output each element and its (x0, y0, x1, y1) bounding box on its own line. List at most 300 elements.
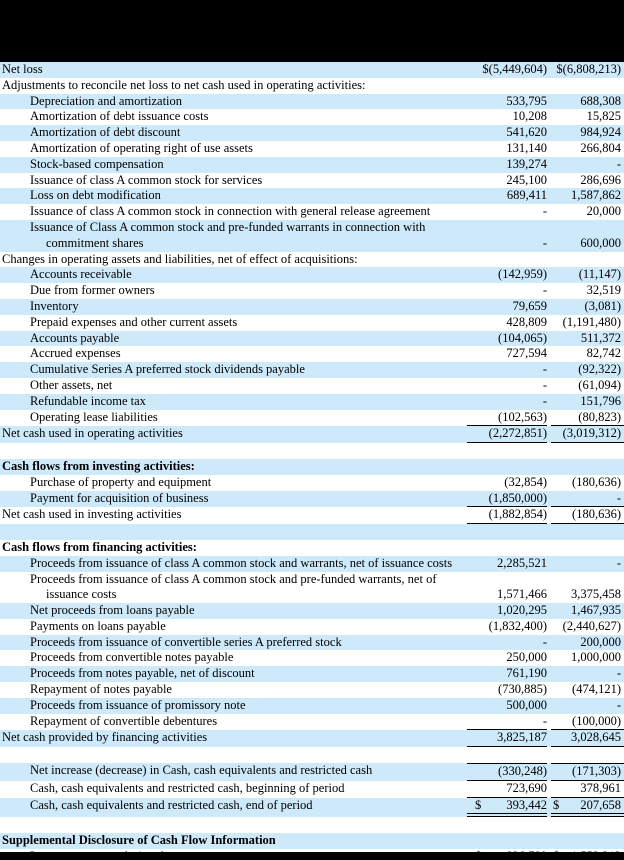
amount-value: 1,000,000 (571, 650, 621, 665)
amount-value: 32,519 (586, 283, 621, 298)
amount-col2 (551, 426, 624, 443)
amount-col1 (467, 109, 547, 125)
amount-value: - (616, 490, 621, 505)
table-row (0, 507, 624, 524)
amount-col1 (467, 443, 547, 459)
row-label (0, 714, 467, 731)
amount-col2 (551, 747, 624, 763)
amount-col1 (467, 78, 547, 94)
amount-col1 (467, 747, 547, 763)
amount-value: (102,563) (498, 409, 547, 424)
amount-col2-cell (551, 157, 624, 173)
amount-col1-cell (467, 362, 547, 378)
amount-value: (1,191,480) (562, 314, 621, 329)
row-label (0, 524, 467, 540)
amount-col1 (467, 362, 547, 378)
amount-col2-cell (551, 650, 624, 666)
row-label-line1: Net increase (decrease) in Cash, cash equivalents and restricted cash (30, 763, 373, 778)
amount-value: (3,019,312) (562, 426, 621, 441)
row-label-line1: Cash flows from financing activities: (2, 539, 197, 554)
amount-col1-cell (467, 635, 547, 651)
amount-col1-cell (467, 125, 547, 141)
amount-col2-cell (551, 603, 624, 619)
amount-col2 (551, 78, 624, 94)
amount-col1-cell (467, 603, 547, 619)
amount-col1 (467, 540, 547, 556)
spacer-row (0, 524, 624, 540)
row-label (0, 572, 467, 604)
amount-col1 (467, 125, 547, 141)
amount-col2 (551, 109, 624, 125)
amount-col1-cell (467, 331, 547, 347)
amount-value: 500,000 (506, 697, 547, 712)
amount-value: 428,809 (506, 314, 547, 329)
amount-value: $(6,808,213) (556, 62, 621, 76)
table-row (0, 394, 624, 410)
amount-col2-cell (551, 714, 624, 730)
amount-col2-cell (551, 619, 624, 635)
amount-col1 (467, 833, 547, 849)
amount-col2-cell (551, 764, 624, 780)
amount-value: - (616, 156, 621, 171)
amount-col2 (551, 475, 624, 491)
amount-value: 250,000 (506, 650, 547, 665)
amount-col1-cell (467, 410, 547, 426)
row-label (0, 459, 467, 475)
amount-col1 (467, 666, 547, 682)
amount-col2 (551, 763, 624, 781)
amount-value: 207,658 (580, 797, 621, 812)
amount-value: (180,636) (572, 507, 621, 522)
amount-col2 (551, 331, 624, 347)
amount-value: 1,571,466 (497, 587, 547, 602)
amount-col2-cell (551, 475, 624, 491)
amount-col2-cell (551, 362, 624, 378)
table-row (0, 619, 624, 635)
amount-col1-cell (467, 507, 547, 523)
row-label-line1: Repayment of notes payable (30, 682, 172, 697)
amount-col1 (467, 572, 547, 604)
amount-col2 (551, 346, 624, 362)
row-label-line1: Accounts receivable (30, 267, 132, 282)
table-row (0, 556, 624, 572)
amount-col1 (467, 650, 547, 666)
amount-col2-cell (551, 698, 624, 714)
amount-value: 761,190 (506, 666, 547, 681)
row-label-line1: Inventory (30, 298, 79, 313)
amount-col2-cell (551, 188, 624, 204)
row-label (0, 475, 467, 491)
amount-col1-cell (467, 764, 547, 780)
amount-col1-cell (467, 698, 547, 714)
amount-value: 10,208 (512, 109, 547, 124)
amount-value: (730,885) (498, 682, 547, 697)
table-row (0, 714, 624, 731)
row-label (0, 299, 467, 315)
row-label (0, 763, 467, 781)
table-row (0, 78, 624, 94)
table-row (0, 362, 624, 378)
amount-value: 600,000 (580, 235, 621, 250)
amount-col2 (551, 781, 624, 798)
dollar-sign: $ (475, 797, 482, 812)
row-label (0, 204, 467, 220)
amount-col2 (551, 141, 624, 157)
amount-col2-cell (551, 426, 624, 442)
amount-col1-cell (467, 283, 547, 299)
row-label-line1: Purchase of property and equipment (30, 474, 212, 489)
amount-col2-cell (551, 730, 624, 746)
amount-value: (92,322) (578, 362, 621, 377)
row-label (0, 157, 467, 173)
amount-col2 (551, 299, 624, 315)
amount-col2 (551, 603, 624, 619)
amount-value: - (542, 377, 547, 392)
amount-col1-cell (467, 426, 547, 442)
amount-col1-cell (467, 666, 547, 682)
amount-value: 286,696 (580, 172, 621, 187)
row-label (0, 507, 467, 524)
amount-col2 (551, 459, 624, 475)
table-row (0, 666, 624, 682)
amount-col2-cell (551, 682, 624, 698)
row-label-line1: Proceeds from issuance of promissory note (30, 697, 246, 712)
amount-col2 (551, 443, 624, 459)
row-label (0, 619, 467, 635)
table-row (0, 346, 624, 362)
row-label (0, 556, 467, 572)
amount-value: (330,248) (498, 764, 547, 779)
amount-value: - (542, 634, 547, 649)
amount-value: 378,961 (580, 780, 621, 795)
amount-col1 (467, 267, 547, 283)
amount-col1 (467, 141, 547, 157)
table-row (0, 299, 624, 315)
amount-col1-cell (467, 378, 547, 394)
row-label (0, 220, 467, 252)
row-label-line1: Amortization of debt discount (30, 125, 181, 140)
table-row (0, 730, 624, 747)
amount-col2-cell (551, 378, 624, 394)
row-label (0, 62, 467, 78)
amount-value: 3,375,458 (571, 587, 621, 602)
amount-col2 (551, 362, 624, 378)
amount-col2 (551, 220, 624, 252)
bottom-black-bar (0, 852, 624, 860)
table-row (0, 62, 624, 78)
amount-value: 200,000 (580, 634, 621, 649)
amount-value: (100,000) (572, 713, 621, 728)
amount-value: 15,825 (586, 109, 621, 124)
amount-col2 (551, 572, 624, 604)
amount-col2 (551, 540, 624, 556)
table-row (0, 331, 624, 347)
amount-value: (104,065) (498, 330, 547, 345)
amount-col2-cell (551, 781, 624, 797)
row-label-line1: Refundable income tax (30, 393, 146, 408)
amount-value: (1,882,854) (488, 507, 547, 522)
amount-value: 266,804 (580, 140, 621, 155)
amount-col2-cell (551, 394, 624, 410)
row-label (0, 283, 467, 299)
amount-col2 (551, 378, 624, 394)
amount-value: 2,285,521 (497, 555, 547, 570)
amount-col2 (551, 283, 624, 299)
amount-col2-cell (551, 556, 624, 572)
row-label (0, 817, 467, 833)
amount-col2 (551, 94, 624, 110)
spacer-row (0, 443, 624, 459)
amount-col1-cell (467, 650, 547, 666)
row-label (0, 781, 467, 798)
amount-col2 (551, 714, 624, 731)
row-label (0, 125, 467, 141)
amount-value: 984,924 (580, 125, 621, 140)
amount-value: 533,795 (506, 93, 547, 108)
table-row (0, 650, 624, 666)
row-label (0, 109, 467, 125)
amount-value: 3,825,187 (497, 730, 547, 745)
amount-col1-cell (467, 109, 547, 125)
section-header-row (0, 540, 624, 556)
row-label-line1: Cash, cash equivalents and restricted cash, end of period (30, 797, 313, 812)
amount-value: 727,594 (506, 346, 547, 361)
amount-col2 (551, 817, 624, 833)
amount-col1-cell (467, 730, 547, 746)
amount-value: (2,272,851) (488, 426, 547, 441)
amount-col2-cell (551, 125, 624, 141)
amount-col2 (551, 62, 624, 78)
row-label-line1: Supplemental Disclosure of Cash Flow Information (2, 833, 276, 848)
amount-value: 245,100 (506, 172, 547, 187)
table-row (0, 426, 624, 443)
amount-value: - (542, 393, 547, 408)
amount-value: 3,028,645 (571, 730, 621, 745)
amount-col1-cell (467, 236, 547, 252)
row-label (0, 78, 467, 94)
amount-col1 (467, 426, 547, 443)
row-label-line1: Net proceeds from loans payable (30, 603, 195, 618)
amount-col1-cell (467, 798, 547, 814)
row-label-line1: Loss on debt modification (30, 188, 161, 203)
row-label-line1: Proceeds from notes payable, net of discount (30, 666, 255, 681)
amount-col1-cell (467, 141, 547, 157)
amount-col1-cell (467, 714, 547, 730)
amount-value: (80,823) (578, 409, 621, 424)
amount-col2 (551, 315, 624, 331)
amount-value: (171,303) (572, 764, 621, 779)
row-label (0, 833, 467, 849)
amount-value: 723,690 (506, 780, 547, 795)
amount-value: 541,620 (506, 125, 547, 140)
amount-col2-cell (551, 798, 624, 814)
row-label-line1: Proceeds from issuance of class A common stock and pre-funded warrants, net of (30, 571, 437, 586)
amount-value: - (542, 204, 547, 219)
amount-col2-cell (551, 236, 624, 252)
amount-col2 (551, 698, 624, 714)
amount-value: 1,020,295 (497, 603, 547, 618)
row-label (0, 331, 467, 347)
table-row (0, 572, 624, 604)
row-label-line1: Depreciation and amortization (30, 93, 183, 108)
row-label (0, 252, 467, 268)
row-label (0, 747, 467, 763)
amount-col2-cell (551, 587, 624, 603)
amount-col1-cell (467, 394, 547, 410)
amount-value: (180,636) (572, 474, 621, 489)
row-label (0, 315, 467, 331)
table-row (0, 109, 624, 125)
amount-col1 (467, 491, 547, 508)
amount-col1 (467, 635, 547, 651)
row-label (0, 173, 467, 189)
amount-value: (61,094) (578, 377, 621, 392)
row-label-line1: Payments on loans payable (30, 618, 166, 633)
table-row (0, 603, 624, 619)
row-label-line1: Issuance of class A common stock for services (30, 172, 263, 187)
table-row (0, 220, 624, 252)
amount-col1 (467, 252, 547, 268)
amount-col2-cell (551, 283, 624, 299)
amount-col2-cell (551, 491, 624, 507)
row-label-line1: Net loss (2, 62, 43, 76)
table-row (0, 188, 624, 204)
table-row (0, 410, 624, 427)
row-label-line1: Payment for acquisition of business (30, 490, 209, 505)
amount-col1 (467, 94, 547, 110)
row-label (0, 426, 467, 443)
row-label (0, 378, 467, 394)
spacer-row (0, 817, 624, 833)
amount-col1-cell (467, 491, 547, 507)
row-label (0, 491, 467, 508)
amount-col2 (551, 157, 624, 173)
amount-col1 (467, 220, 547, 252)
table-row (0, 491, 624, 508)
amount-col1-cell (467, 299, 547, 315)
amount-col2 (551, 507, 624, 524)
amount-col1-cell (467, 204, 547, 220)
amount-col1 (467, 394, 547, 410)
amount-col1 (467, 188, 547, 204)
amount-col2 (551, 252, 624, 268)
amount-value: - (616, 666, 621, 681)
amount-value: 393,442 (506, 797, 547, 812)
row-label-line1: Changes in operating assets and liabilities, net of effect of acquisitions: (2, 251, 358, 266)
row-label-line1: Cumulative Series A preferred stock dividends payable (30, 362, 305, 377)
amount-value: (32,854) (504, 474, 547, 489)
amount-col2 (551, 173, 624, 189)
amount-col1 (467, 475, 547, 491)
amount-col2-cell (551, 507, 624, 523)
amount-col2 (551, 125, 624, 141)
row-label (0, 443, 467, 459)
amount-value: - (542, 235, 547, 250)
amount-value: 139,274 (506, 156, 547, 171)
row-label-line1: Accounts payable (30, 330, 120, 345)
row-label-line1: Cash flows from investing activities: (2, 458, 195, 473)
row-label (0, 730, 467, 747)
amount-col1-cell (467, 619, 547, 635)
amount-value: 79,659 (512, 298, 547, 313)
redacted-top-block (0, 0, 624, 62)
row-label (0, 394, 467, 410)
table-row (0, 315, 624, 331)
amount-col1 (467, 730, 547, 747)
amount-col1-cell (467, 157, 547, 173)
amount-col2 (551, 267, 624, 283)
amount-col2-cell (551, 267, 624, 283)
row-label (0, 698, 467, 714)
amount-col1-cell (467, 267, 547, 283)
amount-col2-cell (551, 109, 624, 125)
statement-table (0, 62, 624, 860)
amount-col1 (467, 378, 547, 394)
amount-col1 (467, 798, 547, 818)
amount-col2-cell (551, 173, 624, 189)
amount-col1 (467, 204, 547, 220)
amount-col1 (467, 173, 547, 189)
amount-col1 (467, 698, 547, 714)
amount-value: (3,081) (584, 298, 621, 313)
table-row (0, 378, 624, 394)
row-label-line1: Prepaid expenses and other current assets (30, 314, 238, 329)
table-row (0, 267, 624, 283)
amount-col2-cell (551, 666, 624, 682)
amount-value: 688,308 (580, 93, 621, 108)
amount-col1 (467, 507, 547, 524)
amount-value: (1,850,000) (488, 490, 547, 505)
amount-col1-cell (467, 587, 547, 603)
amount-col2-cell (551, 315, 624, 331)
amount-col2-cell (551, 346, 624, 362)
amount-col2 (551, 730, 624, 747)
row-label-line1: Net cash used in operating activities (2, 426, 183, 441)
amount-value: 511,372 (580, 330, 621, 345)
table-row (0, 635, 624, 651)
amount-value: (142,959) (498, 267, 547, 282)
row-label (0, 650, 467, 666)
table-row (0, 125, 624, 141)
row-label-line1: Operating lease liabilities (30, 409, 158, 424)
row-label-line1: Net cash used in investing activities (2, 507, 182, 522)
amount-col1 (467, 315, 547, 331)
amount-value: (11,147) (578, 267, 621, 282)
row-label (0, 682, 467, 698)
row-label (0, 666, 467, 682)
amount-col1 (467, 62, 547, 78)
amount-col1-cell (467, 94, 547, 110)
row-label-line1: Cash, cash equivalents and restricted cash, beginning of period (30, 780, 345, 795)
amount-col2 (551, 204, 624, 220)
amount-col1 (467, 283, 547, 299)
table-row (0, 157, 624, 173)
amount-value: - (542, 283, 547, 298)
amount-col1 (467, 714, 547, 731)
amount-col1 (467, 346, 547, 362)
row-label (0, 410, 467, 427)
amount-col1 (467, 524, 547, 540)
amount-col1-cell (467, 682, 547, 698)
amount-col1-cell (467, 781, 547, 797)
row-label (0, 798, 467, 818)
amount-value: 151,796 (580, 393, 621, 408)
amount-col2-cell (551, 62, 624, 78)
section-header-row (0, 833, 624, 849)
row-label-line1: Accrued expenses (30, 346, 121, 361)
amount-col2-cell (551, 635, 624, 651)
row-label-line1: Due from former owners (30, 283, 155, 298)
